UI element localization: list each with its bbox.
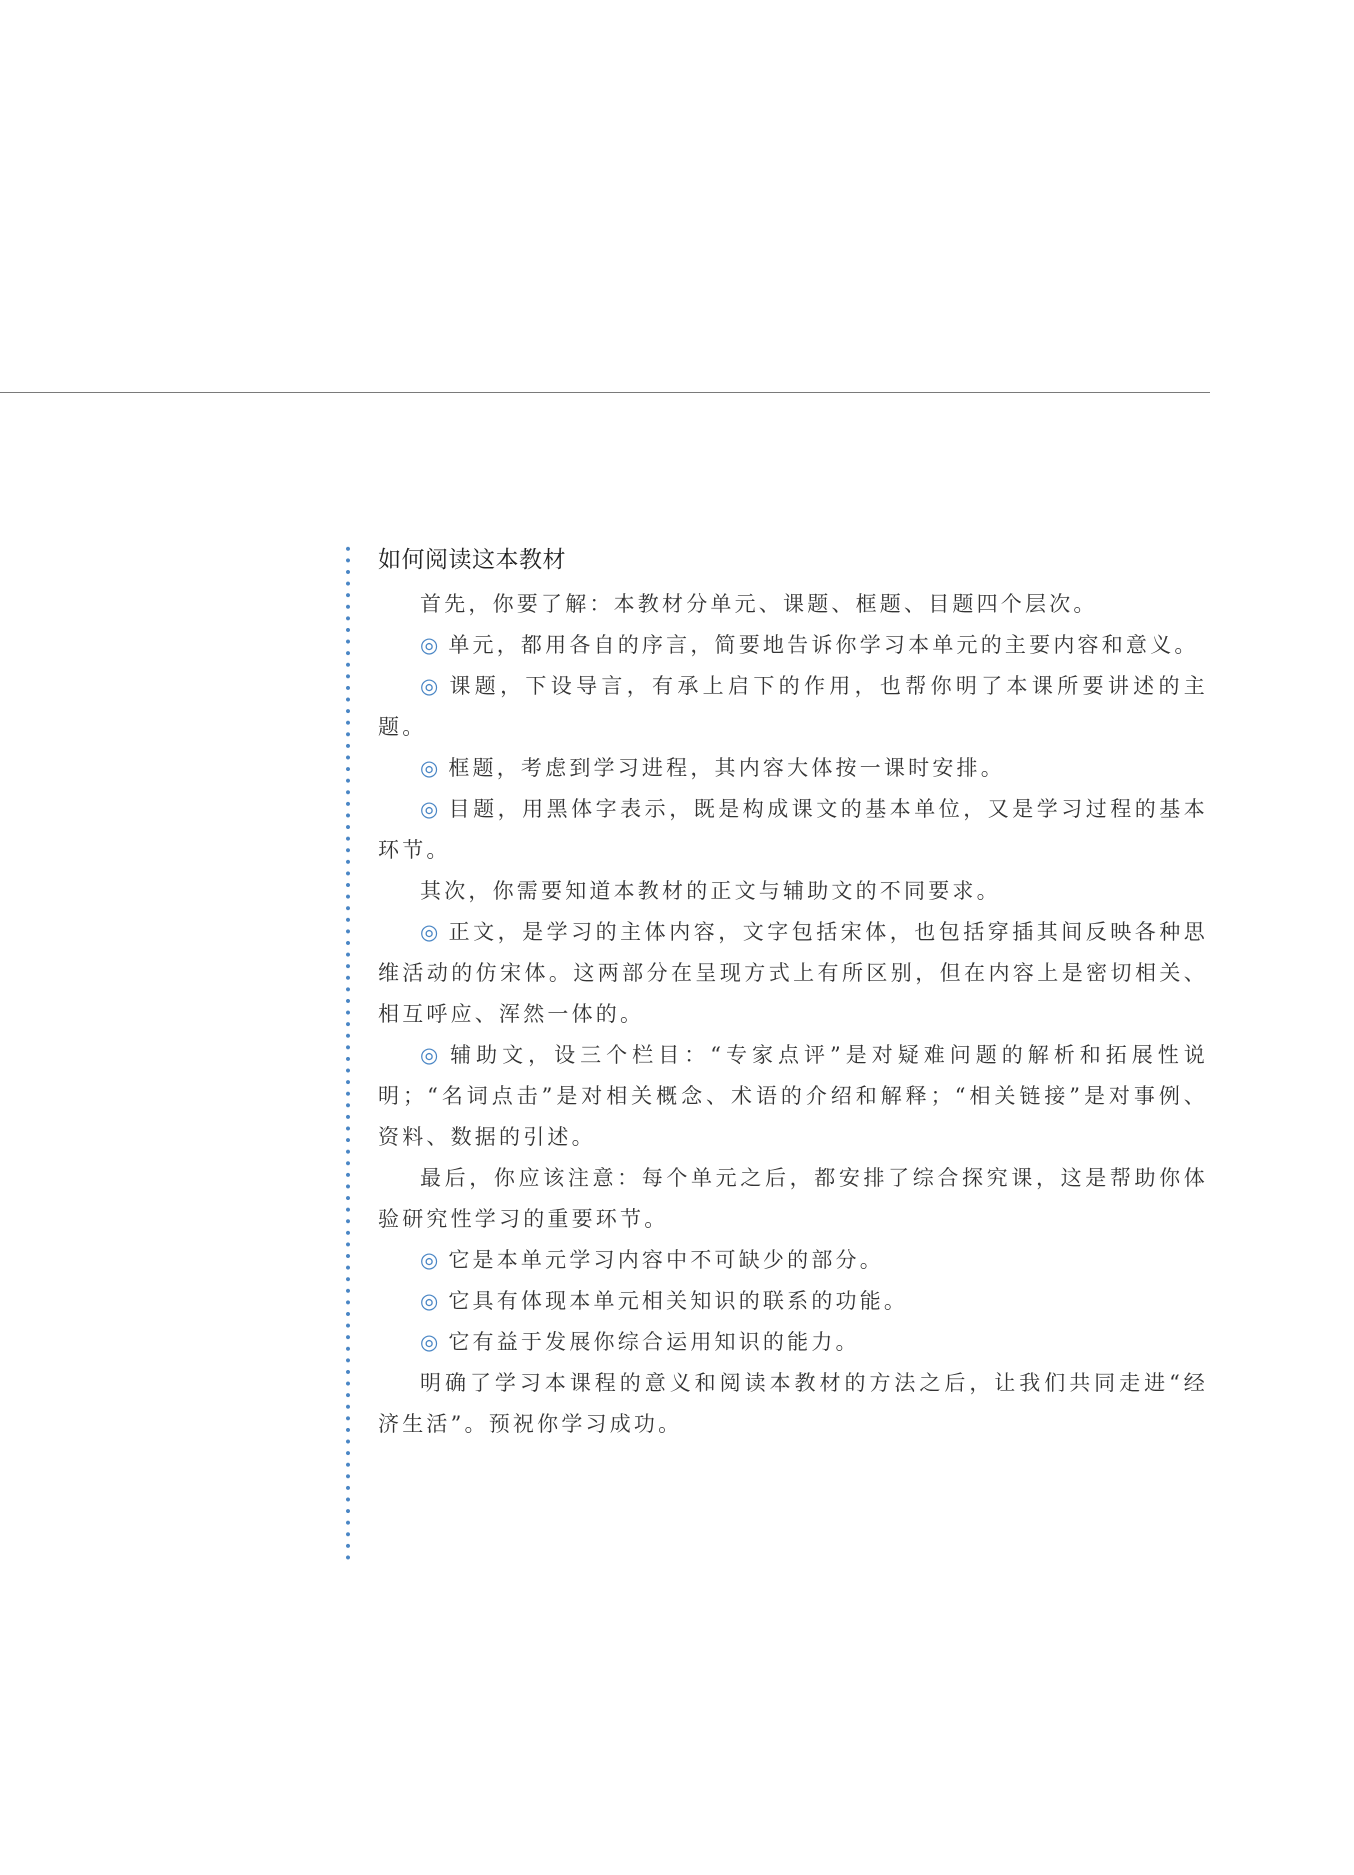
paragraph-text: 辅助文，设三个栏目：“专家点评”是对疑难问题的解析和拓展性说明；“名词点击”是对相关概念、术语的介绍和解释；“相关链接”是对事例、资料、数据的引述。 [378,1043,1208,1149]
bullet-paragraph [378,912,1208,1035]
paragraph-text: 正文，是学习的主体内容，文字包括宋体，也包括穿插其间反映各种思维活动的仿宋体。这两部分在呈现方式上有所区别，但在内容上是密切相关、相互呼应、浑然一体的。 [378,920,1209,1026]
paragraph-text: 明确了学习本课程的意义和阅读本教材的方法之后，让我们共同走进“经济生活”。预祝你学习成功。 [378,1371,1208,1436]
paragraph-text: 目题，用黑体字表示，既是构成课文的基本单位，又是学习过程的基本环节。 [378,797,1209,862]
paragraph-text: 它有益于发展你综合运用知识的能力。 [448,1330,860,1354]
paragraph-text: 课题，下设导言，有承上启下的作用，也帮你明了本课所要讲述的主题。 [378,674,1208,739]
paragraph [378,1363,1208,1445]
double-circle-bullet-icon: ◎ [420,756,439,780]
bullet-paragraph [378,666,1208,748]
bullet-paragraph [378,1281,1208,1322]
double-circle-bullet-icon: ◎ [420,1043,441,1067]
bullet-paragraph [378,1035,1208,1158]
reading-guide-section [378,540,1208,1445]
paragraph-text: 首先，你要了解：本教材分单元、课题、框题、目题四个层次。 [420,592,1098,616]
section-heading: 如何阅读这本教材 [378,547,566,573]
double-circle-bullet-icon: ◎ [420,1330,439,1354]
paragraph-text: 它是本单元学习内容中不可缺少的部分。 [448,1248,884,1272]
bullet-paragraph [378,1240,1208,1281]
bullet-paragraph [378,789,1208,871]
paragraph [378,871,1208,912]
double-circle-bullet-icon: ◎ [420,1248,439,1272]
paragraph-text: 它具有体现本单元相关知识的联系的功能。 [448,1289,909,1313]
dotted-margin-line [345,543,351,1563]
double-circle-bullet-icon: ◎ [420,1289,439,1313]
double-circle-bullet-icon: ◎ [420,920,439,944]
paragraph-text: 单元，都用各自的序言，简要地告诉你学习本单元的主要内容和意义。 [448,633,1199,657]
double-circle-bullet-icon: ◎ [420,674,440,698]
paragraph [378,584,1208,625]
paragraph-text: 最后，你应该注意：每个单元之后，都安排了综合探究课，这是帮助你体验研究性学习的重要环节。 [378,1166,1208,1231]
bullet-paragraph [378,625,1208,666]
double-circle-bullet-icon: ◎ [420,797,439,821]
bullet-paragraph [378,1322,1208,1363]
paragraph-text: 其次，你需要知道本教材的正文与辅助文的不同要求。 [420,879,1001,903]
top-divider-rule [0,392,1210,393]
bullet-paragraph [378,748,1208,789]
paragraph [378,1158,1208,1240]
double-circle-bullet-icon: ◎ [420,633,439,657]
paragraph-text: 框题，考虑到学习进程，其内容大体按一课时安排。 [448,756,1005,780]
